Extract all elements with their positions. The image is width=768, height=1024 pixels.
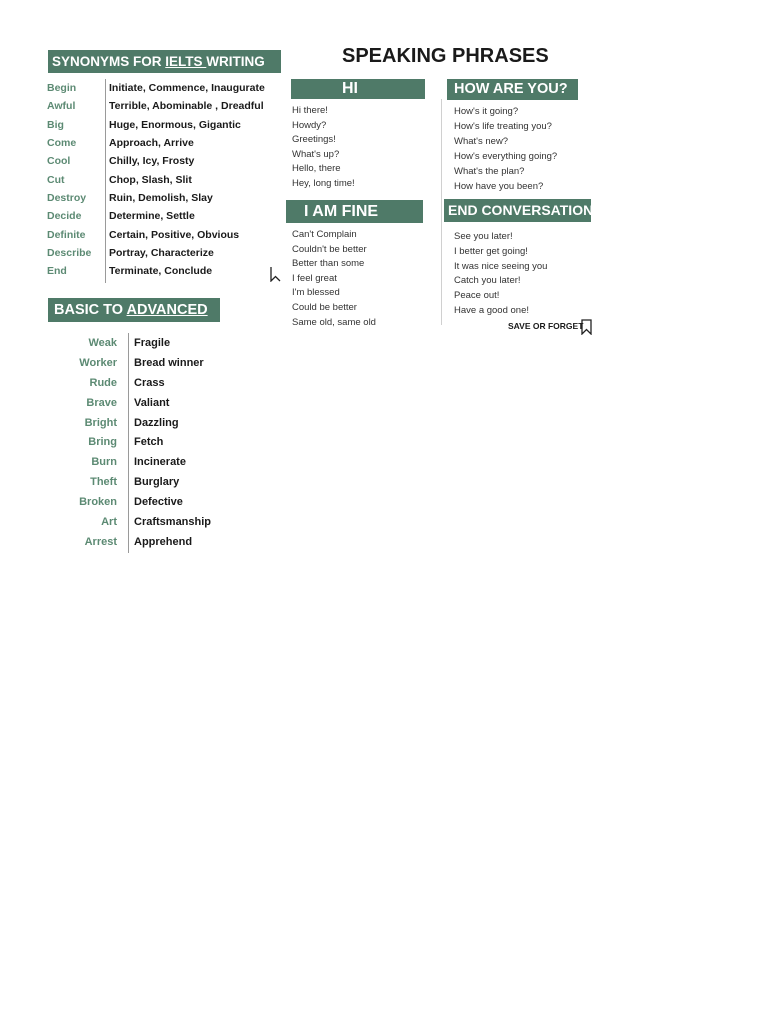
end-conversation-header: END CONVERSATION [444,199,591,222]
basic-advanced-divider [128,333,129,553]
table-row [48,353,223,373]
table-row [46,116,280,134]
synonym-values: Chilly, Icy, Frosty [109,155,195,168]
list-item: How's life treating you? [454,121,552,132]
synonyms-header [48,50,281,73]
table-row [48,413,223,433]
basic-word: Bright [84,416,117,429]
list-item: What's the plan? [454,166,525,177]
list-item: Have a good one! [454,304,530,316]
list-item: I better get going! [454,245,528,257]
basic-word: Burn [91,456,117,469]
list-item: Peace out! [454,290,500,302]
table-row [46,225,280,243]
basic-advanced-table [48,333,223,552]
synonym-values: Terrible, Abominable , Dreadful [109,100,264,113]
bookmark-icon[interactable] [581,319,592,335]
list-item: What's new? [454,136,509,147]
list-item: How's it going? [454,106,519,117]
synonym-word: End [47,265,67,278]
table-row [46,152,280,170]
advanced-word: Burglary [134,476,180,489]
synonyms-header-pre: SYNONYMS FOR [52,54,166,69]
basic-word: Theft [90,476,117,489]
table-row [48,472,223,492]
table-row [48,532,223,552]
list-item: How have you been? [454,181,544,192]
list-item: Same old, same old [292,316,376,328]
basic-word: Broken [79,496,117,509]
list-item: Hi there! [292,105,328,116]
table-row [48,333,223,353]
basic-advanced-header-advanced: ADVANCED [126,302,208,318]
hi-list [292,104,355,192]
list-item: Hello, there [292,163,341,175]
table-row [48,492,223,512]
list-item: I feel great [292,272,337,284]
advanced-word: Dazzling [134,416,179,429]
synonym-word: Cool [47,155,71,168]
basic-word: Weak [88,336,117,349]
table-row [46,189,280,207]
synonym-word: Big [47,118,64,131]
how-are-you-header: HOW ARE YOU? [447,79,578,100]
synonym-word: Come [47,137,77,150]
list-item: Greetings! [292,134,336,146]
basic-word: Worker [79,356,117,369]
bookmark-icon[interactable] [270,266,281,282]
table-row [48,452,223,472]
table-row [46,170,280,188]
list-item: It was nice seeing you [454,260,548,272]
synonym-values: Certain, Positive, Obvious [109,228,240,241]
list-item: Howdy? [292,119,327,131]
basic-word: Rude [89,376,117,389]
i-am-fine-list [292,228,376,330]
hi-header: HI [291,79,425,99]
end-conversation-list [454,230,547,319]
synonym-word: Begin [47,82,77,95]
how-are-you-list [454,104,557,194]
synonym-values: Terminate, Conclude [109,265,213,278]
synonym-values: Portray, Characterize [109,246,214,259]
table-row [48,393,223,413]
table-row [46,207,280,225]
advanced-word: Incinerate [134,456,186,469]
synonym-values: Chop, Slash, Slit [109,173,192,186]
table-row [48,432,223,452]
synonyms-header-ielts: IELTS [165,54,207,69]
list-item: What's up? [292,148,340,160]
basic-word: Bring [88,436,117,449]
list-item: Couldn't be better [292,243,367,255]
synonym-values: Determine, Settle [109,210,195,223]
list-item: Catch you later! [454,275,521,287]
advanced-word: Bread winner [134,356,204,369]
list-item: How's everything going? [454,151,558,162]
synonym-word: Describe [47,246,92,259]
synonym-values: Huge, Enormous, Gigantic [109,118,241,131]
synonym-word: Destroy [47,191,87,204]
basic-word: Art [101,515,117,528]
synonym-values: Approach, Arrive [109,137,194,150]
list-item: Better than some [292,258,365,270]
synonym-word: Awful [47,100,76,113]
list-item: I'm blessed [292,287,340,299]
speaking-title: SPEAKING PHRASES [342,45,549,67]
table-row [46,244,280,262]
basic-advanced-header [48,298,220,322]
table-row [46,262,280,280]
i-am-fine-header: I AM FINE [286,200,423,223]
advanced-word: Fetch [134,436,164,449]
advanced-word: Crass [134,376,165,389]
table-row [46,97,280,115]
speaking-divider [441,99,442,325]
advanced-word: Valiant [134,396,170,409]
synonym-word: Decide [47,210,82,223]
table-row [48,373,223,393]
basic-word: Brave [86,396,117,409]
synonym-values: Ruin, Demolish, Slay [109,191,213,204]
basic-word: Arrest [84,535,117,548]
list-item: Can't Complain [292,229,357,240]
synonyms-header-post: WRITING [206,54,265,69]
synonym-word: Definite [47,228,86,241]
list-item: Hey, long time! [292,177,355,189]
synonym-values: Initiate, Commence, Inaugurate [109,82,265,95]
table-row [48,512,223,532]
advanced-word: Fragile [134,336,171,349]
advanced-word: Defective [134,496,183,509]
table-row [46,79,280,97]
advanced-word: Apprehend [134,535,193,548]
table-row [46,134,280,152]
list-item: See you later! [454,231,513,242]
advanced-word: Craftsmanship [134,515,212,528]
list-item: Could be better [292,301,357,313]
save-or-forget-label: SAVE OR FORGET [508,321,584,331]
synonyms-divider [105,79,106,283]
synonyms-table [46,79,280,280]
basic-advanced-header-pre: BASIC TO [54,302,127,318]
synonym-word: Cut [47,173,65,186]
